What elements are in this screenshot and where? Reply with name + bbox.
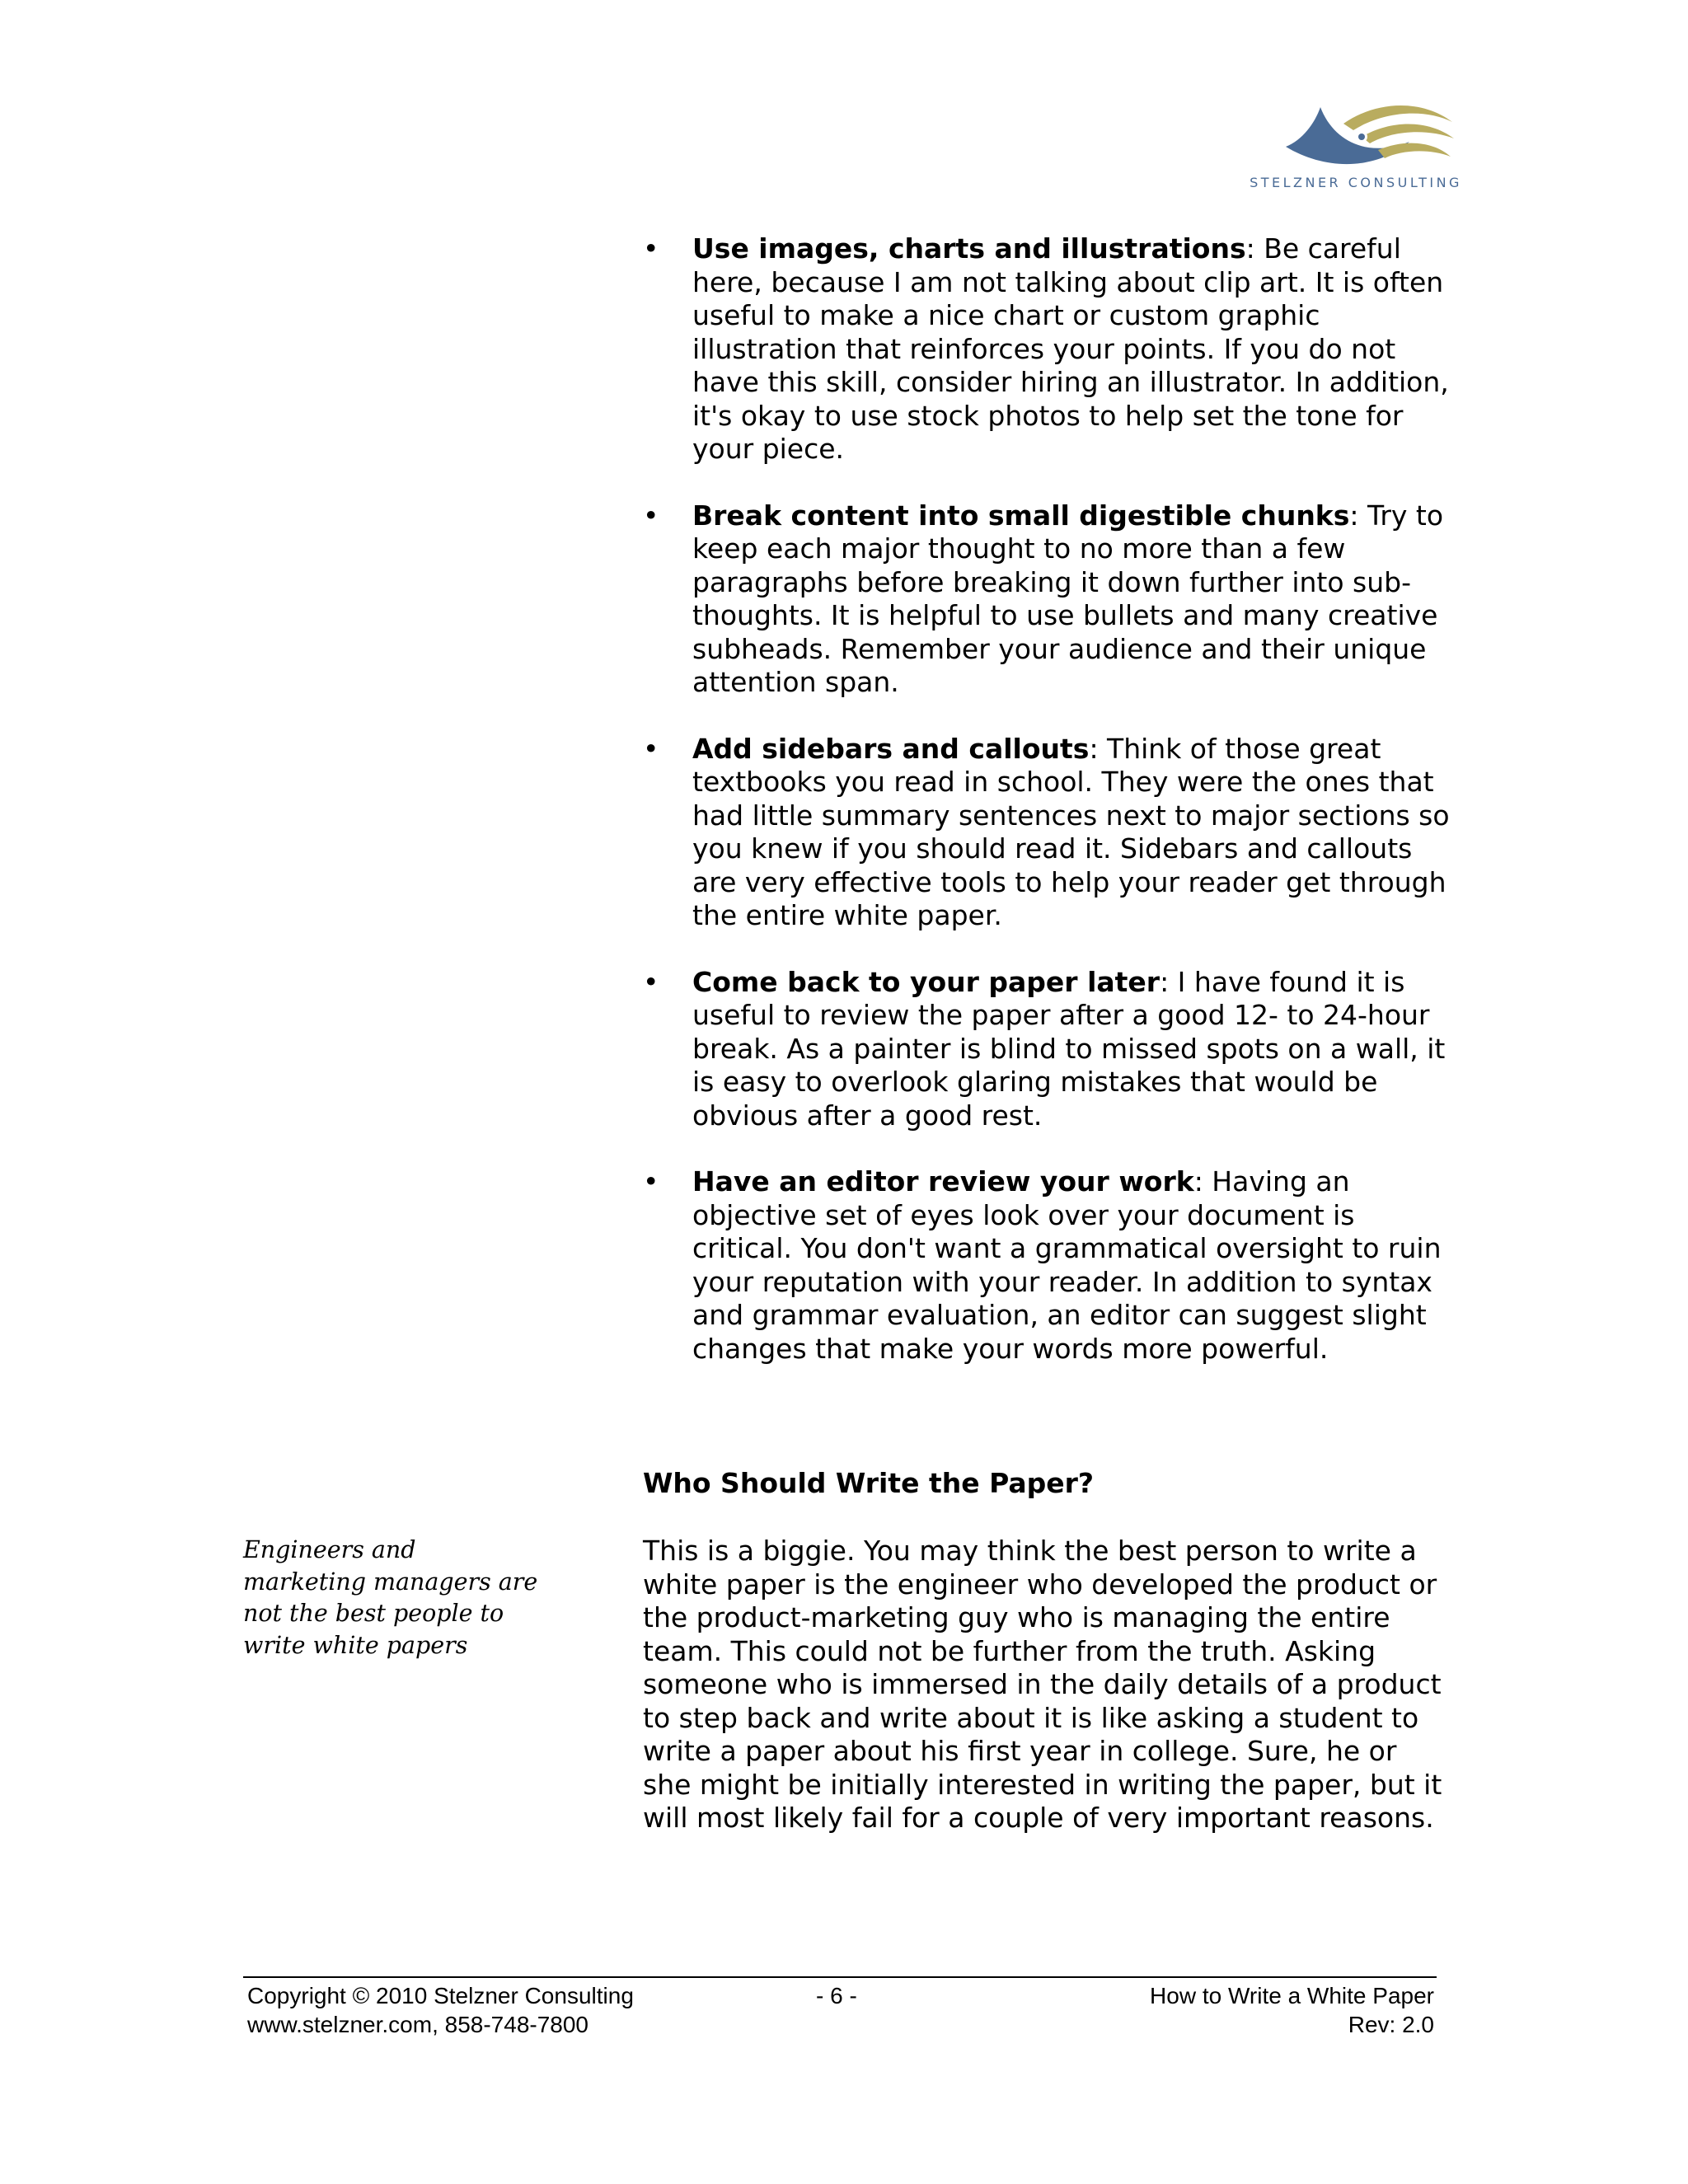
- bullet-title: Have an editor review your work: [692, 1165, 1194, 1197]
- footer-copyright: Copyright © 2010 Stelzner Consulting: [247, 1983, 634, 2008]
- bullet-text: : I have found it is useful to review the paper after a good 12- to 24-hour break. As a painter is blind to missed spots on a wall, it is easy to overlook glaring mistakes that would be obvious after a good rest.: [692, 965, 1446, 1132]
- list-item: [643, 733, 1451, 933]
- bullet-text: : Having an objective set of eyes look over your document is critical. You don't want a grammatical oversight to ruin your reputation with your reader. In addition to syntax and grammar evaluation, an editor can suggest slight changes that make your words more powerful.: [692, 1165, 1442, 1365]
- bullet-title: Use images, charts and illustrations: [692, 232, 1246, 265]
- bullet-icon: •: [643, 965, 659, 998]
- footer-contact: www.stelzner.com, 858-748-7800: [247, 2012, 588, 2037]
- sidebar-callout: Engineers and marketing managers are not the best people to write white papers: [243, 1536, 538, 1659]
- bullet-title: Add sidebars and callouts: [692, 732, 1090, 765]
- list-item: [643, 499, 1451, 700]
- bullet-icon: •: [643, 1165, 659, 1197]
- list-item: [643, 966, 1451, 1133]
- section-heading: Who Should Write the Paper?: [643, 1467, 1095, 1499]
- bullet-list: [643, 232, 1451, 1366]
- bullet-icon: •: [643, 499, 659, 532]
- logo-wordmark: STELZNER CONSULTING: [1250, 175, 1462, 190]
- footer-doc-title: How to Write a White Paper: [1150, 1983, 1434, 2008]
- footer-right: [1150, 1981, 1434, 2039]
- list-item: [643, 1165, 1451, 1366]
- footer-left: [247, 1981, 634, 2039]
- bullet-icon: •: [643, 232, 659, 265]
- section-body: This is a biggie. You may think the best person to write a white paper is the engineer who developed the product or the product-marketing guy who is managing the entire team. This could not be further from the truth. Asking someone who is immersed in the daily details of a product to step back and write about it is like asking a student to write a paper about his first year in college. Sure, he or she might be initially interested in writing the paper, but it will most likely fail for a couple of very important reasons.: [643, 1535, 1442, 1834]
- bullet-text: : Be careful here, because I am not talking about clip art. It is often useful to make a nice chart or custom graphic illustration that reinforces your points. If you do not have this skill, consider hiring an illustrator. In addition, it's okay to use stock photos to help set the tone for your piece.: [692, 232, 1449, 465]
- page-number: - 6 -: [816, 1983, 857, 2008]
- bullet-text: : Try to keep each major thought to no more than a few paragraphs before breaking it down further into sub-thoughts. It is helpful to use bullets and many creative subheads. Remember your audience and their unique attention span.: [692, 499, 1444, 698]
- list-item: [643, 232, 1451, 466]
- bullet-section: [643, 232, 1451, 1399]
- bullet-title: Break content into small digestible chunks: [692, 499, 1350, 532]
- footer-revision: Rev: 2.0: [1348, 2012, 1434, 2037]
- footer-divider: [243, 1976, 1437, 1978]
- bullet-text: : Think of those great textbooks you read in school. They were the ones that had little summary sentences next to major sections so you knew if you should read it. Sidebars and callouts are very effective tools to help your reader get through the entire white paper.: [692, 732, 1450, 931]
- bullet-icon: •: [643, 732, 659, 765]
- bullet-title: Come back to your paper later: [692, 965, 1160, 998]
